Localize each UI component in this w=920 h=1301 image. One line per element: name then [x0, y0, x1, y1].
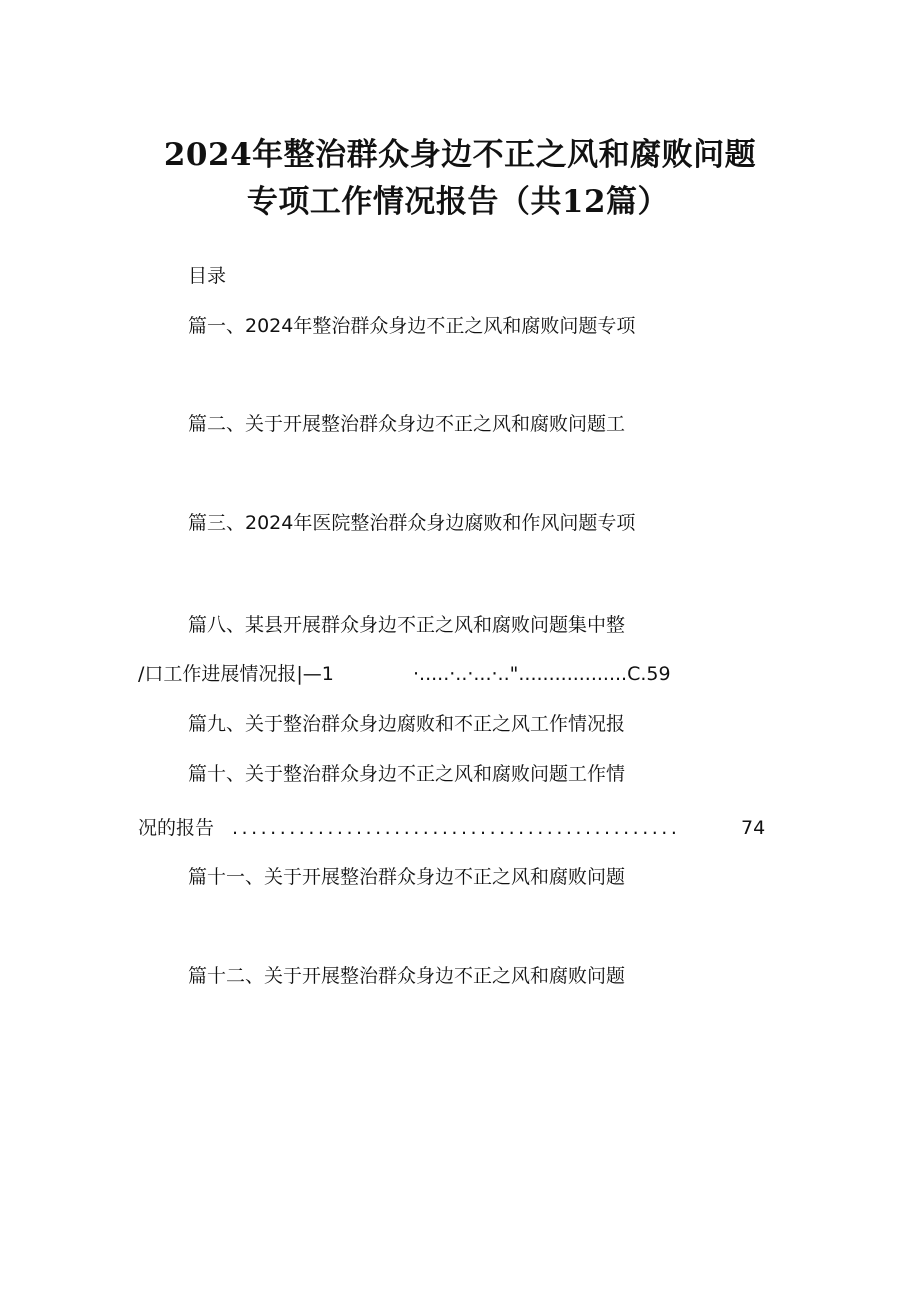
toc-entry-12: 篇十二、关于开展整治群众身边不正之风和腐败问题 [188, 965, 626, 987]
toc-entry-8-leader: ·.....·..·...·.."..................C.59 [413, 663, 671, 685]
toc-entry-8: 篇八、某县开展群众身边不正之风和腐败问题集中整 [188, 614, 626, 636]
toc-entry-8-continuation: /口工作进展情况报|—1 [138, 663, 334, 685]
toc-entry-1: 篇一、2024年整治群众身边不正之风和腐败问题专项 [188, 315, 636, 337]
toc-entry-10-continuation: 况的报告 [138, 817, 215, 839]
document-title-line-2: 专项工作情况报告（共12篇） [246, 184, 670, 220]
toc-entry-9: 篇九、关于整治群众身边腐败和不正之风工作情况报 [188, 713, 626, 735]
document-title-line-1: 2024年整治群众身边不正之风和腐败问题 [163, 137, 757, 173]
toc-entry-10-leader: ............................................... [232, 817, 681, 839]
toc-entry-10: 篇十、关于整治群众身边不正之风和腐败问题工作情 [188, 763, 626, 785]
toc-entry-3: 篇三、2024年医院整治群众身边腐败和作风问题专项 [188, 512, 636, 534]
toc-label: 目录 [188, 265, 227, 287]
toc-entry-10-page-number: 74 [741, 817, 766, 839]
toc-entry-2: 篇二、关于开展整治群众身边不正之风和腐败问题工 [188, 413, 626, 435]
toc-entry-11: 篇十一、关于开展整治群众身边不正之风和腐败问题 [188, 866, 626, 888]
